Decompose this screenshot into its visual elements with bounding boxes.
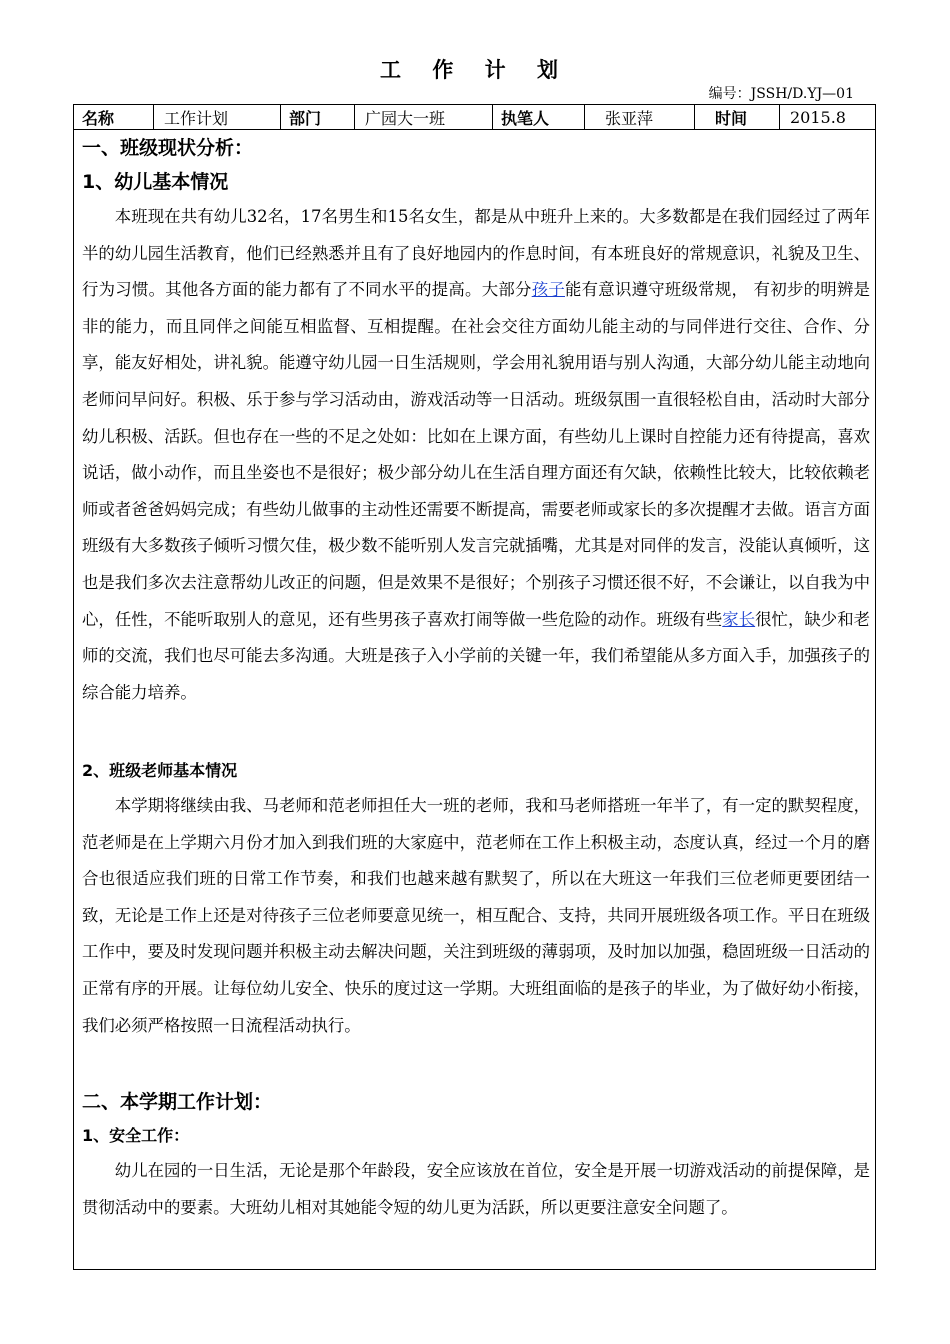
subsection-heading-teachers: 2、班级老师基本情况 xyxy=(82,761,238,780)
name-value: 工作计划 xyxy=(154,105,281,129)
dept-label: 部门 xyxy=(281,105,355,129)
author-label: 执笔人 xyxy=(493,105,585,129)
author-value: 张亚萍 xyxy=(585,105,695,129)
paragraph-safety: 幼儿在园的一日生活，无论是那个年龄段，安全应该放在首位，安全是开展一切游戏活动的前提保障，是贯彻活动中的要素。大班幼儿相对其她能令短的幼儿更为活跃，所以更要注意安全问题了。 xyxy=(82,1161,870,1217)
time-value: 2015.8 xyxy=(790,107,846,127)
time-label: 时间 xyxy=(695,105,780,129)
paragraph-text: 很忙，缺少和老师的交流，我们也尽可能去多沟通。大班是孩子入小学前的关键一年，我们希望能从多方面入手，加强孩子的综合能力培养。 xyxy=(82,609,871,702)
dept-value: 广园大一班 xyxy=(355,105,493,129)
paragraph-teachers: 本学期将继续由我、马老师和范老师担任大一班的老师，我和马老师搭班一年半了，有一定的默契程度，范老师是在上学期六月份才加入到我们班的大家庭中，范老师在工作上积极主动，态度认真，经过一个月的磨合也很适应我们班的日常工作节奏，和我们也越来越有默契了，所以在大班这一年我们三位老师更要团结一致，无论是工作上还是对待孩子三位老师要意见统一，相互配合、支持，共同开展班级各项工作。平日在班级工作中，要及时发现问题并积极主动去解决问题，关注到班级的薄弱项，及时加以加强，稳固班级一日活动的正常有序的开展。让每位幼儿安全、快乐的度过这一学期。大班组面临的是孩子的毕业，为了做好幼小衔接，我们必须严格按照一日流程活动执行。 xyxy=(82,796,870,1035)
document-number: 编号：JSSH/D.YJ—01 xyxy=(708,86,854,102)
paragraph-children xyxy=(82,199,870,754)
subsection-heading-safety: 1、安全工作： xyxy=(82,1126,190,1145)
link-children[interactable]: 孩子 xyxy=(531,280,565,300)
paragraph-text: 本班现在共有幼儿32名，17名男生和15名女生，都是从中班升上来的。大多数都是在我们园经过了两年半的幼儿园生活教育，他们已经熟悉并且有了良好地园内的作息时间，有本班良好的常规意识，礼貌及卫生、行为习惯。其他各方面的能力都有了不同水平的提高。大部分 xyxy=(82,207,870,300)
section-heading-status: 一、班级现状分析： xyxy=(82,137,254,159)
header-row xyxy=(74,105,875,130)
plan-form xyxy=(73,104,876,1270)
link-parents[interactable]: 家长 xyxy=(722,609,756,629)
paragraph-text: 能有意识遵守班级常规， 有初步的明辨是非的能力，而且同伴之间能互相监督、互相提醒。在社会交往方面幼儿能主动的与同伴进行交往、合作、分享，能友好相处，讲礼貌。能遵守幼儿园一日生活规则，学会用礼貌用语与别人沟通，大部分幼儿能主动地向老师问早问好。积极、乐于参与学习活动由，游戏活动等一日活动。班级氛围一直很轻松自由，活动时大部分幼儿积极、活跃。但也存在一些的不足之处如：比如在上课方面，有些幼儿上课时自控能力还有待提高，喜欢说话，做小动作，而且坐姿也不是很好；极少部分幼儿在生活自理方面还有欠缺，依赖性比较大，比较依赖老师或者爸爸妈妈完成；有些幼儿做事的主动性还需要不断提高，需要老师或家长的多次提醒才去做。语言方面班级有大多数孩子倾听习惯欠佳，极少数不能听别人发言完就插嘴，尤其是对同伴的发言，没能认真倾听，这也是我们多次去注意帮幼儿改正的问题，但是效果不是很好；个别孩子习惯还很不好，不会谦让，以自我为中心，任性，不能听取别人的意见，还有些男孩子喜欢打闹等做一些危险的动作。班级有些 xyxy=(82,280,870,629)
name-label: 名称 xyxy=(74,105,154,129)
section-heading-plan: 二、本学期工作计划： xyxy=(82,1091,273,1113)
document-title: 工 作 计 划 xyxy=(380,58,570,82)
subsection-heading-children: 1、幼儿基本情况 xyxy=(82,171,229,193)
plan-content xyxy=(82,131,870,1226)
